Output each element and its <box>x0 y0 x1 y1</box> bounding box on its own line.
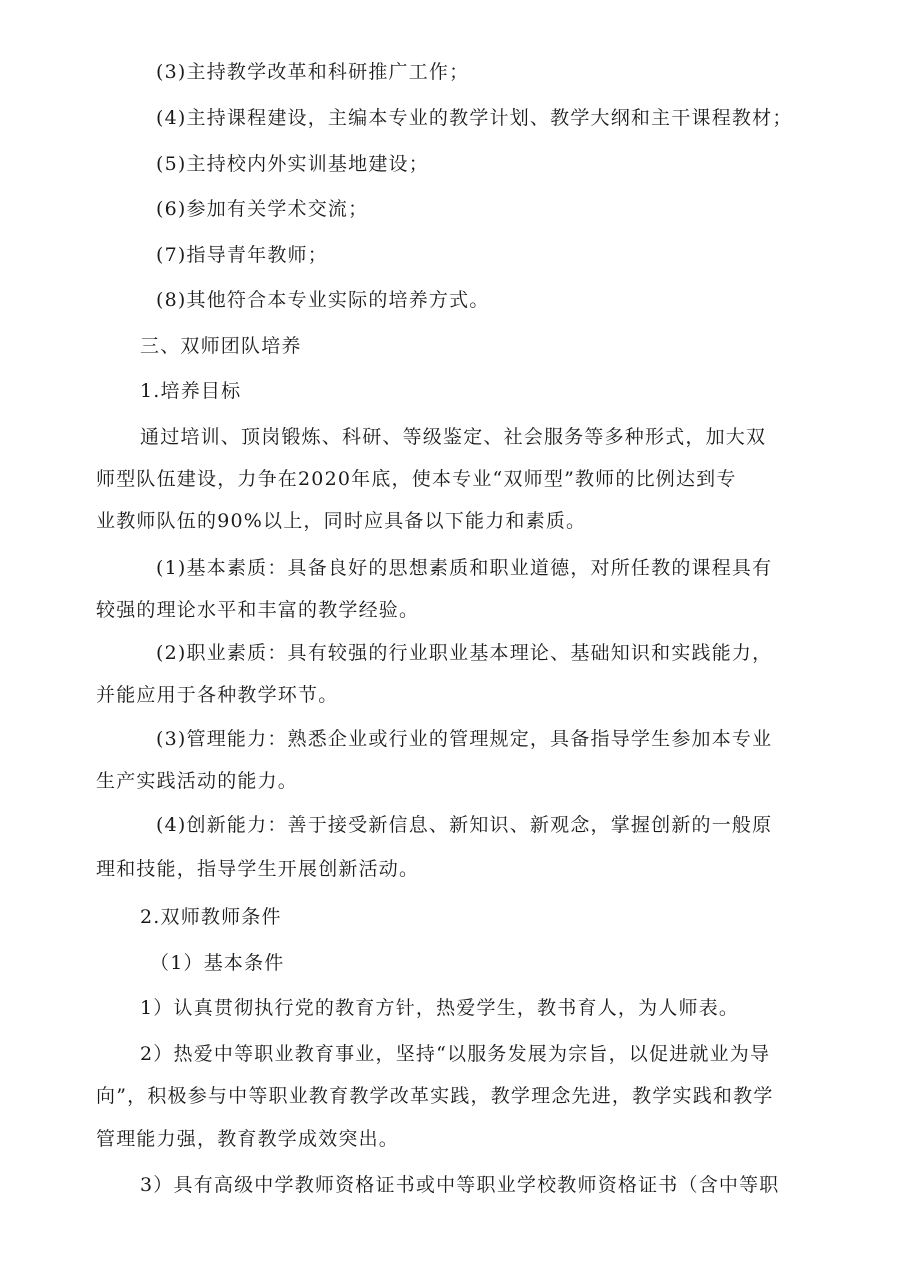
paragraph-line: 较强的理论水平和丰富的教学经验。 <box>96 599 420 621</box>
paragraph-line: (2)职业素质：具有较强的行业职业基本理论、基础知识和实践能力， <box>156 642 773 664</box>
list-item-4: (4)主持课程建设，主编本专业的教学计划、教学大纲和主干课程教材； <box>156 107 793 129</box>
paragraph-line: 3）具有高级中学教师资格证书或中等职业学校教师资格证书（含中等职 <box>140 1174 780 1196</box>
paragraph-line: 向”，积极参与中等职业教育教学改革实践，教学理念先进，教学实践和教学 <box>96 1085 774 1107</box>
paragraph-line: (1)基本素质：具备良好的思想素质和职业道德，对所任教的课程具有 <box>156 557 773 579</box>
list-item-7: (7)指导青年教师； <box>156 244 328 266</box>
paragraph-line: (3)管理能力：熟悉企业或行业的管理规定，具备指导学生参加本专业 <box>156 728 773 750</box>
paragraph-line: 并能应用于各种教学环节。 <box>96 684 339 706</box>
paragraph-line: 业教师队伍的90%以上，同时应具备以下能力和素质。 <box>96 510 587 532</box>
list-item-5: (5)主持校内外实训基地建设； <box>156 153 429 175</box>
list-item-3: (3)主持教学改革和科研推广工作； <box>156 61 470 83</box>
paragraph-line: (4)创新能力：善于接受新信息、新知识、新观念，掌握创新的一般原 <box>156 814 773 836</box>
paragraph-line: 生产实践活动的能力。 <box>96 770 299 792</box>
list-item-8: (8)其他符合本专业实际的培养方式。 <box>156 289 490 311</box>
paragraph-line: 2）热爱中等职业教育事业，坚持“以服务发展为宗旨，以促进就业为导 <box>140 1043 771 1065</box>
subsection-heading: （1）基本条件 <box>150 952 285 974</box>
subsection-heading: 2.双师教师条件 <box>140 906 282 928</box>
paragraph-line: 通过培训、顶岗锻炼、科研、等级鉴定、社会服务等多种形式，加大双 <box>140 426 767 448</box>
paragraph-line: 理和技能，指导学生开展创新活动。 <box>96 858 420 880</box>
paragraph-line: 管理能力强，教育教学成效突出。 <box>96 1128 400 1150</box>
list-item-6: (6)参加有关学术交流； <box>156 198 369 220</box>
paragraph-line: 1）认真贯彻执行党的教育方针，热爱学生，教书育人，为人师表。 <box>140 997 740 1019</box>
subsection-heading: 1.培养目标 <box>140 380 242 402</box>
paragraph-line: 师型队伍建设，力争在2020年底，使本专业“双师型”教师的比例达到专 <box>96 468 737 490</box>
section-heading: 三、双师团队培养 <box>140 335 302 357</box>
